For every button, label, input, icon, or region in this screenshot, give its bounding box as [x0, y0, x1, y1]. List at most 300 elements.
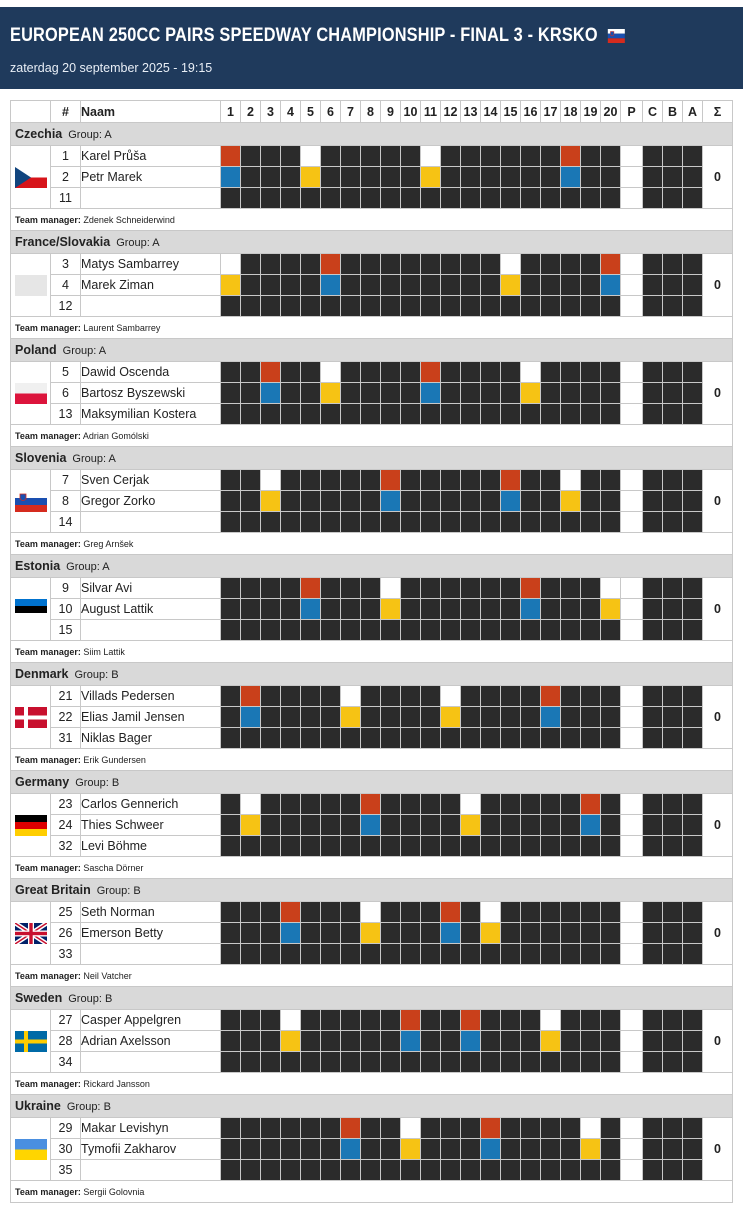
bonus-cell-b — [663, 815, 683, 836]
heat-cell — [321, 686, 341, 707]
heat-cell — [501, 404, 521, 425]
heat-gate-b — [221, 167, 241, 188]
heat-cell — [581, 254, 601, 275]
heat-cell — [361, 599, 381, 620]
bonus-cell-c — [643, 275, 663, 296]
heat-cell — [341, 794, 361, 815]
team-manager-row — [11, 641, 733, 663]
heat-cell — [481, 470, 501, 491]
heat-column-header: 13 — [461, 101, 481, 123]
heat-cell — [441, 620, 461, 641]
heat-cell — [461, 188, 481, 209]
rider-name[interactable]: Gregor Zorko — [81, 491, 221, 512]
rider-row — [11, 512, 733, 533]
bonus-cell-c — [643, 707, 663, 728]
heat-cell — [481, 944, 501, 965]
rider-number: 35 — [51, 1160, 81, 1181]
rider-name[interactable]: Marek Ziman — [81, 275, 221, 296]
group-value: B — [111, 777, 120, 789]
heat-cell — [441, 1031, 461, 1052]
heat-cell — [541, 383, 561, 404]
rider-name[interactable]: Elias Jamil Jensen — [81, 707, 221, 728]
heat-cell — [301, 1139, 321, 1160]
heat-cell — [501, 1052, 521, 1073]
heat-cell — [261, 836, 281, 857]
heat-gate-y — [501, 275, 521, 296]
points-cell — [621, 296, 643, 317]
heat-cell — [321, 1010, 341, 1031]
heat-cell — [601, 1010, 621, 1031]
rider-name[interactable] — [81, 944, 221, 965]
heat-cell — [381, 383, 401, 404]
heat-cell — [221, 902, 241, 923]
heat-cell — [461, 254, 481, 275]
points-cell — [621, 1052, 643, 1073]
heat-gate-r — [461, 1010, 481, 1031]
heat-cell — [221, 188, 241, 209]
heat-cell — [261, 1139, 281, 1160]
bonus-cell-a — [683, 707, 703, 728]
rider-row — [11, 146, 733, 167]
heat-cell — [521, 836, 541, 857]
points-cell — [621, 254, 643, 275]
heat-cell — [301, 362, 321, 383]
heat-gate-r — [541, 686, 561, 707]
name-column-header: Naam — [81, 101, 221, 123]
group-label: Group: — [68, 993, 102, 1005]
heat-cell — [401, 1052, 421, 1073]
rider-name[interactable] — [81, 296, 221, 317]
team-manager-row — [11, 533, 733, 555]
heat-cell — [421, 686, 441, 707]
heat-cell — [261, 707, 281, 728]
rider-row — [11, 578, 733, 599]
rider-name[interactable] — [81, 512, 221, 533]
rider-name[interactable]: Silvar Avi — [81, 578, 221, 599]
heat-cell — [361, 512, 381, 533]
team-header-row — [11, 339, 733, 362]
heat-cell — [241, 944, 261, 965]
bonus-cell-c — [643, 362, 663, 383]
heat-cell — [361, 707, 381, 728]
rider-name[interactable]: Makar Levishyn — [81, 1118, 221, 1139]
manager-name: Greg Arnšek — [83, 538, 134, 549]
bonus-cell-b — [663, 491, 683, 512]
heat-cell — [481, 362, 501, 383]
heat-cell — [361, 1139, 381, 1160]
rider-name[interactable]: Thies Schweer — [81, 815, 221, 836]
group-value: A — [108, 453, 116, 465]
rider-name[interactable]: Dawid Oscenda — [81, 362, 221, 383]
heat-cell — [221, 578, 241, 599]
bonus-cell-c — [643, 686, 663, 707]
heat-cell — [321, 620, 341, 641]
heat-cell — [381, 1010, 401, 1031]
heat-cell — [441, 815, 461, 836]
heat-cell — [601, 1052, 621, 1073]
heat-cell — [241, 1031, 261, 1052]
heat-cell — [381, 944, 401, 965]
heat-cell — [241, 836, 261, 857]
heat-cell — [361, 275, 381, 296]
heat-cell — [461, 1052, 481, 1073]
heat-gate-b — [341, 1139, 361, 1160]
heat-gate-b — [261, 383, 281, 404]
manager-label: Team manager: — [15, 970, 81, 981]
heat-cell — [341, 275, 361, 296]
heat-cell — [561, 1052, 581, 1073]
rider-number: 14 — [51, 512, 81, 533]
rider-number: 33 — [51, 944, 81, 965]
rider-name[interactable]: Matys Sambarrey — [81, 254, 221, 275]
heat-cell — [481, 491, 501, 512]
rider-number: 24 — [51, 815, 81, 836]
heat-cell — [601, 620, 621, 641]
heat-cell — [421, 902, 441, 923]
heat-column-header: 20 — [601, 101, 621, 123]
team-header-row — [11, 123, 733, 146]
heat-cell — [461, 944, 481, 965]
number-column-header: # — [51, 101, 81, 123]
heat-cell — [521, 167, 541, 188]
heat-cell — [561, 404, 581, 425]
rider-name[interactable]: Niklas Bager — [81, 728, 221, 749]
manager-name: Rickard Jansson — [83, 1078, 150, 1089]
heat-cell — [401, 146, 421, 167]
team-name: Ukraine — [15, 1099, 61, 1113]
rider-number: 32 — [51, 836, 81, 857]
bonus-cell-b — [663, 902, 683, 923]
points-cell — [621, 1160, 643, 1181]
bonus-cell-c — [643, 1139, 663, 1160]
heat-cell — [441, 1118, 461, 1139]
team-flag — [11, 362, 51, 425]
rider-number: 26 — [51, 923, 81, 944]
heat-cell — [601, 902, 621, 923]
rider-name[interactable]: Emerson Betty — [81, 923, 221, 944]
team-total: 0 — [703, 686, 733, 749]
heat-cell — [241, 383, 261, 404]
bonus-cell-c — [643, 146, 663, 167]
heat-cell — [521, 275, 541, 296]
heat-cell — [221, 1010, 241, 1031]
rider-name[interactable]: Casper Appelgren — [81, 1010, 221, 1031]
rider-name[interactable] — [81, 1052, 221, 1073]
team-manager-row — [11, 1181, 733, 1203]
heat-cell — [441, 1139, 461, 1160]
heat-gate-r — [241, 686, 261, 707]
heat-cell — [461, 578, 481, 599]
rider-name[interactable]: Bartosz Byszewski — [81, 383, 221, 404]
points-cell — [621, 275, 643, 296]
heat-cell — [301, 620, 321, 641]
heat-cell — [401, 1160, 421, 1181]
heat-cell — [601, 296, 621, 317]
heat-cell — [321, 794, 341, 815]
heat-cell — [441, 362, 461, 383]
group-value: A — [102, 561, 110, 573]
team-header-row — [11, 1095, 733, 1118]
heat-cell — [541, 902, 561, 923]
heat-cell — [321, 923, 341, 944]
heat-cell — [521, 728, 541, 749]
heat-cell — [341, 362, 361, 383]
group-label: Group: — [116, 237, 150, 249]
heat-cell — [541, 146, 561, 167]
heat-cell — [441, 728, 461, 749]
rider-number: 6 — [51, 383, 81, 404]
heat-cell — [421, 836, 441, 857]
bonus-cell-c — [643, 1052, 663, 1073]
rider-number: 21 — [51, 686, 81, 707]
heat-cell — [301, 470, 321, 491]
rider-name[interactable]: Tymofii Zakharov — [81, 1139, 221, 1160]
manager-label: Team manager: — [15, 538, 81, 549]
heat-cell — [281, 296, 301, 317]
points-cell — [621, 599, 643, 620]
heat-cell — [221, 1118, 241, 1139]
heat-cell — [321, 296, 341, 317]
points-cell — [621, 512, 643, 533]
heat-cell — [281, 167, 301, 188]
heat-cell — [461, 470, 481, 491]
heat-cell — [221, 470, 241, 491]
rider-name[interactable]: August Lattik — [81, 599, 221, 620]
points-cell — [621, 470, 643, 491]
heat-cell — [541, 1160, 561, 1181]
heat-cell — [401, 944, 421, 965]
heat-cell — [421, 794, 441, 815]
heat-cell — [421, 491, 441, 512]
heat-cell — [461, 167, 481, 188]
points-cell — [621, 578, 643, 599]
heat-cell — [401, 188, 421, 209]
heat-cell — [441, 296, 461, 317]
heat-cell — [501, 599, 521, 620]
heat-cell — [601, 707, 621, 728]
heat-cell — [361, 167, 381, 188]
heat-cell — [521, 686, 541, 707]
points-cell — [621, 686, 643, 707]
rider-row — [11, 902, 733, 923]
rider-name[interactable]: Adrian Axelsson — [81, 1031, 221, 1052]
rider-number: 13 — [51, 404, 81, 425]
heat-cell — [361, 254, 381, 275]
heat-column-header: 7 — [341, 101, 361, 123]
rider-name[interactable]: Sven Cerjak — [81, 470, 221, 491]
heat-cell — [261, 599, 281, 620]
rider-name[interactable]: Petr Marek — [81, 167, 221, 188]
points-cell — [621, 1031, 643, 1052]
heat-cell — [441, 167, 461, 188]
points-cell — [621, 146, 643, 167]
denmark-flag-icon — [15, 707, 47, 728]
bonus-cell-b — [663, 188, 683, 209]
bonus-cell-b — [663, 167, 683, 188]
uk-flag-icon — [15, 923, 47, 944]
heat-cell — [501, 146, 521, 167]
heat-cell — [261, 188, 281, 209]
heat-cell — [221, 512, 241, 533]
heat-gate-w — [361, 902, 381, 923]
heat-cell — [501, 1118, 521, 1139]
heat-cell — [601, 383, 621, 404]
heat-cell — [341, 599, 361, 620]
bonus-cell-b — [663, 362, 683, 383]
heat-cell — [581, 470, 601, 491]
heat-cell — [281, 146, 301, 167]
heat-cell — [401, 512, 421, 533]
heat-column-header: 1 — [221, 101, 241, 123]
heat-cell — [341, 620, 361, 641]
heat-cell — [501, 836, 521, 857]
heat-cell — [341, 167, 361, 188]
heat-gate-b — [281, 923, 301, 944]
czech-flag-icon — [15, 167, 47, 188]
heat-cell — [281, 728, 301, 749]
bonus-cell-c — [643, 404, 663, 425]
heat-cell — [321, 707, 341, 728]
bonus-cell-b — [663, 404, 683, 425]
event-title-text: EUROPEAN 250CC PAIRS SPEEDWAY CHAMPIONSHIP - FINAL 3 - KRSKO — [10, 25, 598, 46]
heat-cell — [581, 1010, 601, 1031]
heat-cell — [441, 512, 461, 533]
heat-cell — [421, 728, 441, 749]
manager-label: Team manager: — [15, 1186, 81, 1197]
bonus-cell-b — [663, 923, 683, 944]
heat-cell — [581, 512, 601, 533]
heat-cell — [281, 254, 301, 275]
extra-column-header: P — [621, 101, 643, 123]
heat-cell — [281, 404, 301, 425]
heat-cell — [461, 599, 481, 620]
heat-cell — [561, 578, 581, 599]
heat-gate-r — [521, 578, 541, 599]
heat-cell — [321, 1139, 341, 1160]
heat-column-header: 19 — [581, 101, 601, 123]
points-cell — [621, 1139, 643, 1160]
heat-gate-b — [501, 491, 521, 512]
heat-cell — [581, 404, 601, 425]
heat-column-header: 2 — [241, 101, 261, 123]
heat-cell — [561, 620, 581, 641]
heat-cell — [321, 902, 341, 923]
heat-gate-r — [401, 1010, 421, 1031]
heat-cell — [281, 686, 301, 707]
team-total: 0 — [703, 1010, 733, 1073]
heat-cell — [381, 275, 401, 296]
heat-cell — [481, 275, 501, 296]
heat-cell — [281, 470, 301, 491]
heat-cell — [561, 512, 581, 533]
points-cell — [621, 836, 643, 857]
bonus-cell-a — [683, 296, 703, 317]
bonus-cell-a — [683, 686, 703, 707]
heat-cell — [341, 1010, 361, 1031]
heat-cell — [221, 815, 241, 836]
heat-cell — [581, 578, 601, 599]
heat-cell — [261, 620, 281, 641]
rider-name[interactable]: Maksymilian Kostera — [81, 404, 221, 425]
group-value: B — [111, 669, 119, 681]
bonus-cell-c — [643, 815, 663, 836]
rider-name[interactable] — [81, 188, 221, 209]
heat-cell — [221, 794, 241, 815]
heat-cell — [261, 1160, 281, 1181]
heat-gate-r — [441, 902, 461, 923]
group-value: A — [98, 345, 107, 357]
team-name: Denmark — [15, 667, 69, 681]
heat-gate-y — [361, 923, 381, 944]
team-group — [63, 345, 106, 357]
heat-cell — [261, 404, 281, 425]
rider-row — [11, 944, 733, 965]
rider-name[interactable] — [81, 1160, 221, 1181]
heat-cell — [441, 1160, 461, 1181]
heat-cell — [561, 188, 581, 209]
bonus-cell-b — [663, 686, 683, 707]
rider-name[interactable] — [81, 620, 221, 641]
bonus-cell-b — [663, 707, 683, 728]
rider-name[interactable]: Seth Norman — [81, 902, 221, 923]
team-total: 0 — [703, 254, 733, 317]
slovenia-flag-icon — [608, 29, 625, 43]
rider-name[interactable]: Levi Böhme — [81, 836, 221, 857]
bonus-cell-a — [683, 923, 703, 944]
heat-cell — [501, 1139, 521, 1160]
heat-cell — [361, 620, 381, 641]
bonus-cell-c — [643, 1010, 663, 1031]
heat-cell — [421, 707, 441, 728]
heat-cell — [601, 167, 621, 188]
rider-number: 22 — [51, 707, 81, 728]
bonus-cell-c — [643, 254, 663, 275]
rider-name[interactable]: Villads Pedersen — [81, 686, 221, 707]
heat-cell — [221, 620, 241, 641]
heat-gate-w — [501, 254, 521, 275]
heat-cell — [401, 599, 421, 620]
flag-column-header — [11, 101, 51, 123]
heat-cell — [561, 728, 581, 749]
rider-name[interactable]: Karel Průša — [81, 146, 221, 167]
heat-cell — [541, 923, 561, 944]
heat-cell — [341, 944, 361, 965]
heat-gate-w — [241, 794, 261, 815]
heat-cell — [421, 944, 441, 965]
heat-cell — [361, 1031, 381, 1052]
group-label: Group: — [72, 453, 107, 465]
heat-cell — [281, 1118, 301, 1139]
heat-cell — [461, 707, 481, 728]
bonus-cell-c — [643, 512, 663, 533]
heat-cell — [301, 707, 321, 728]
heat-gate-r — [321, 254, 341, 275]
heat-gate-r — [381, 470, 401, 491]
heat-cell — [301, 902, 321, 923]
heat-cell — [261, 146, 281, 167]
heat-cell — [401, 794, 421, 815]
heat-gate-y — [241, 815, 261, 836]
bonus-cell-b — [663, 275, 683, 296]
heat-cell — [561, 707, 581, 728]
heat-cell — [521, 491, 541, 512]
rider-number: 1 — [51, 146, 81, 167]
heat-cell — [261, 1031, 281, 1052]
rider-name[interactable]: Carlos Gennerich — [81, 794, 221, 815]
rider-row — [11, 491, 733, 512]
heat-cell — [341, 146, 361, 167]
group-label: Group: — [66, 1101, 101, 1113]
